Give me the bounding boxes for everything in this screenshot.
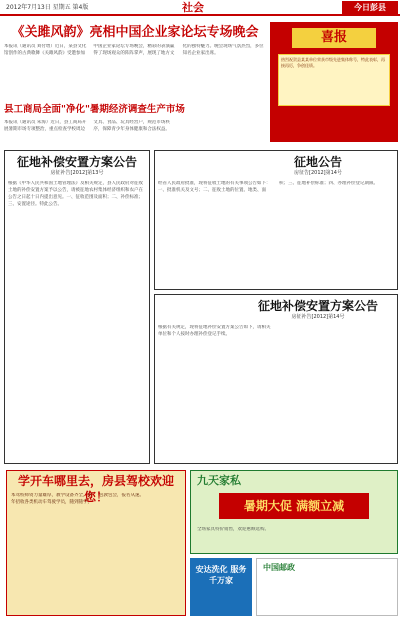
notice-1 <box>4 150 150 464</box>
driving-school-ad <box>6 470 186 616</box>
notice-2 <box>154 150 398 290</box>
notice-2-body: 经省人民政府批准，现将征收土地的有关事项公告如下：一、批准机关及文号；二、征收土地的位置、地类、面积；三、征地补偿标准；四、办理补偿登记期限。 <box>158 180 378 193</box>
furniture-ad <box>190 470 398 554</box>
congratulation-poster <box>270 22 398 142</box>
notice-2-doc-no: 房征告[2012]第14号 <box>294 170 342 177</box>
notice-1-doc-no: 房征补告[2012]第13号 <box>50 170 104 177</box>
post-office-ad <box>256 558 398 616</box>
second-headline: 县工商局全面"净化"暑期经济调查生产市场 <box>4 104 185 115</box>
notice-3-title: 征地补偿安置方案公告 <box>257 299 378 313</box>
post-office-ad-text: 中国邮政 <box>263 563 295 572</box>
furniture-ad-note: 全场家具特价销售，欢迎惠顾选购。 <box>197 527 269 532</box>
notice-2-title: 征地公告 <box>293 155 342 169</box>
notice-3-doc-no: 房征补告[2012]第14号 <box>291 314 345 321</box>
section-title: 社会 <box>182 1 204 14</box>
issue-date: 2012年7月13日 星期五 第4版 <box>6 4 89 11</box>
furniture-ad-banner: 暑期大促 满额立减 <box>219 493 369 519</box>
notice-1-title: 征地补偿安置方案公告 <box>16 155 137 169</box>
driving-school-ad-body: 本驾校师资力量雄厚，教学设备齐全，常年招收各类机动车驾驶学员，随到随学，包教包会，报名从速。 <box>11 493 144 505</box>
article-1-body: 本报讯（通讯员 刘付增）近日，某县文化馆创作的古典歌舞《关雎风韵》受邀参加中国企业家论坛专场晚会，精彩的表演赢得了现场观众的阵阵掌声，展现了地方文化的独特魅力。晚会现场气氛热烈，多位知名企业家出席。 <box>4 44 264 56</box>
detergent-ad-text: 安达洗化 服务千万家 <box>195 565 247 586</box>
notice-3 <box>154 294 398 464</box>
article-2-body: 本报讯（通讯员 朱海）近日，县工商局开展暑期市场专项整治，重点检查学校周边文具、食品、玩具经营户，规范市场秩序，保障青少年身体健康和合法权益。 <box>4 120 170 132</box>
masthead-logo: 今日彭县 <box>342 1 398 14</box>
detergent-ad <box>190 558 252 616</box>
notice-3-body: 根据有关规定，现将征地补偿安置方案公告如下，请相关单位和个人按时办理补偿登记手续。 <box>158 324 271 337</box>
notice-1-body: 根据《中华人民共和国土地管理法》及相关规定，县人民政府对征收土地的补偿安置方案予以公告，请被征地农村集体经济组织和农户在公告之日起十日内提出意见。一、征收范围及面积；二、补偿标准；三、安置途径。特此公告。 <box>8 180 143 207</box>
furniture-ad-brand: 九天家私 <box>197 474 241 487</box>
main-headline: 《关雎风韵》亮相中国企业家论坛专场晚会 <box>11 25 259 40</box>
poster-title: 喜报 <box>292 28 376 48</box>
poster-body: 热烈祝贺县某某单位荣获市级先进集体称号，特此表彰，再接再厉，争创佳绩。 <box>278 54 390 106</box>
page-header <box>0 0 400 16</box>
driving-school-ad-title: 学开车哪里去，房县驾校欢迎您！ <box>17 474 174 505</box>
